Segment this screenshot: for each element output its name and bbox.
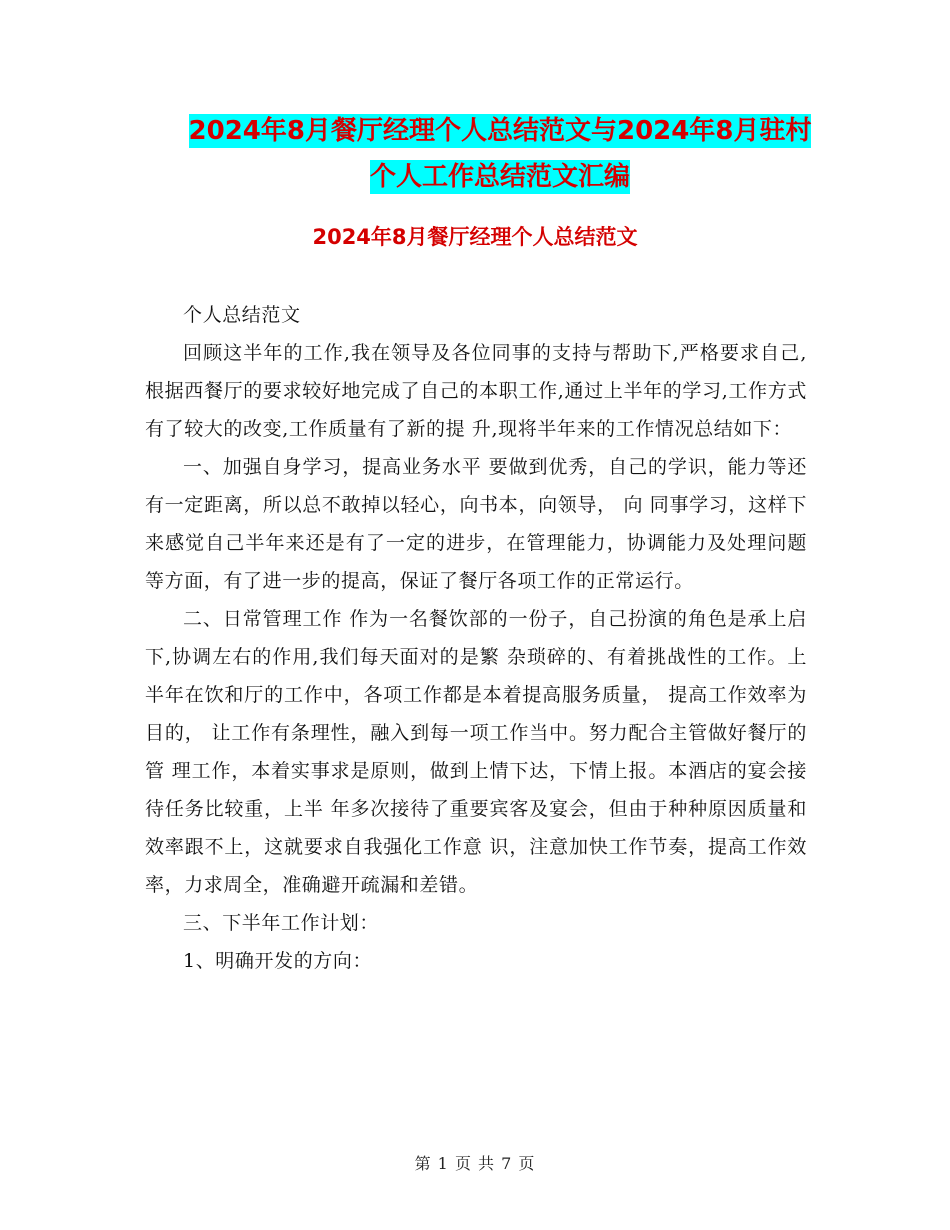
paragraph: 三、下半年工作计划：	[183, 912, 380, 934]
paragraph: 个人总结范文	[183, 304, 301, 326]
document-title	[150, 108, 850, 200]
section-title: 2024年8月餐厅经理个人总结范文	[312, 225, 638, 249]
paragraph: 1、明确开发的方向：	[183, 950, 373, 972]
document-body	[145, 296, 807, 980]
page-number-footer: 第 1 页 共 7 页	[414, 1154, 536, 1173]
paragraph: 回顾这半年的工作,我在领导及各位同事的支持与帮助下,严格要求自己,根据西餐厅的要求较好地完成了自己的本职工作,通过上半年的学习,工作方式有了较大的改变,工作质量有了新的提 升,现将半年来的工作情况总结如下：	[145, 342, 807, 440]
document-title-line-2: 个人工作总结范文汇编	[369, 162, 630, 192]
paragraph: 二、日常管理工作 作为一名餐饮部的一份子，自己扮演的角色是承上启下,协调左右的作用,我们每天面对的是繁 杂琐碎的、有着挑战性的工作。上半年在饮和厅的工作中，各项工作都是本着提高服务质量， 提高工作效率为目的， 让工作有条理性，融入到每一项工作当中。努力配合主管做好餐厅的管 理工作，本着实事求是原则，做到上情下达，下情上报。本酒店的宴会接待任务比较重，上半 年多次接待了重要宾客及宴会，但由于种种原因质量和效率跟不上，这就要求自我强化工作意 识，注意加快工作节奏，提高工作效率，力求周全，准确避开疏漏和差错。	[145, 608, 807, 896]
document-title-line-1: 2024年8月餐厅经理个人总结范文与2024年8月驻村	[188, 116, 812, 146]
paragraph: 一、加强自身学习，提高业务水平 要做到优秀，自己的学识，能力等还有一定距离，所以总不敢掉以轻心，向书本，向领导， 向 同事学习，这样下来感觉自己半年来还是有了一定的进步，在管理能力，协调能力及处理问题 等方面，有了进一步的提高，保证了餐厅各项工作的正常运行。	[145, 456, 807, 592]
